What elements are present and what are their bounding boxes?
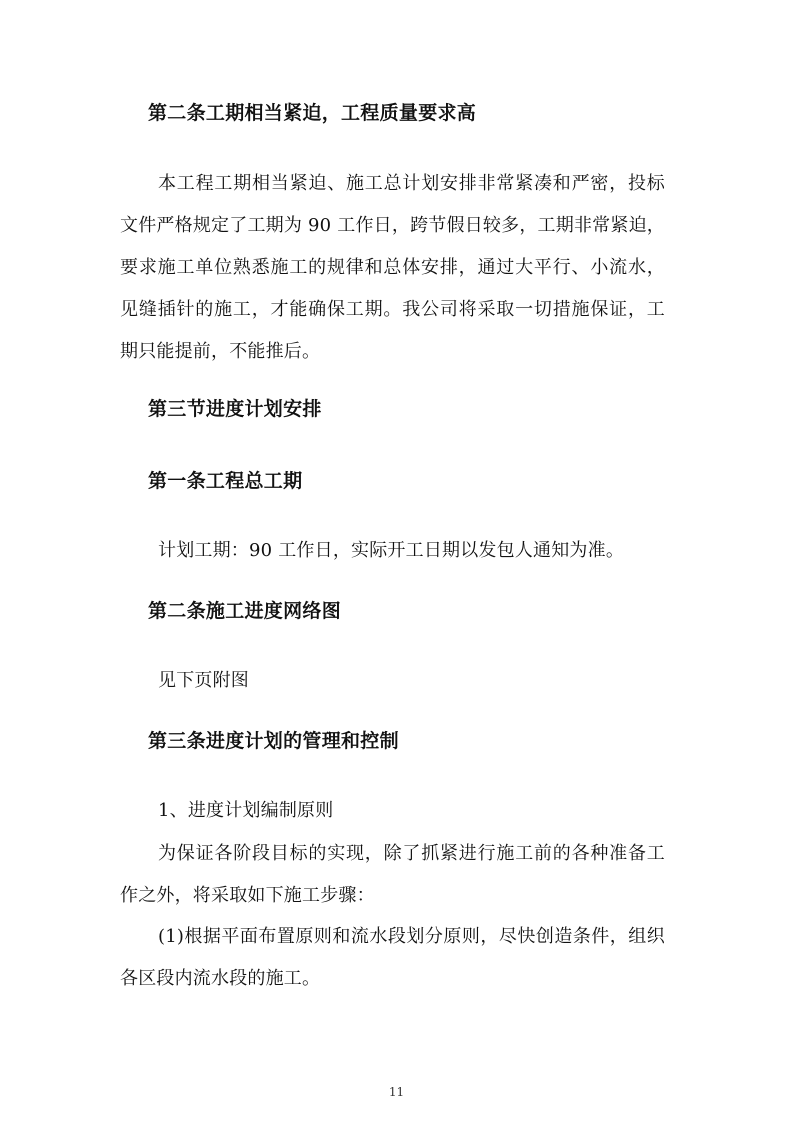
section-heading-schedule-plan: 第三节进度计划安排 — [148, 398, 322, 420]
principle-line: 1、进度计划编制原则 — [158, 800, 334, 821]
paragraph-preparation: 为保证各阶段目标的实现，除了抓紧进行施工前的各种准备工作之外，将采取如下施工步骤： — [120, 843, 665, 906]
section-heading-progress-control: 第三条进度计划的管理和控制 — [148, 730, 399, 752]
paragraph-schedule-urgency: 本工程工期相当紧迫、施工总计划安排非常紧凑和严密，投标文件严格规定了工期为 90 工作日，跨节假日较多，工期非常紧迫，要求施工单位熟悉施工的规律和总体安排，通过大平行、小流水，见缝插针的施工，才能确保工期。我公司将采取一切措施保证，工期只能提前，不能推后。 — [120, 173, 665, 362]
section-heading-total-duration: 第一条工程总工期 — [148, 470, 303, 492]
paragraph-step-1: (1)根据平面布置原则和流水段划分原则，尽快创造条件，组织各区段内流水段的施工。 — [120, 926, 665, 989]
section-heading-schedule-urgency: 第二条工期相当紧迫，工程质量要求高 — [148, 102, 477, 124]
page-number: 11 — [388, 1085, 405, 1099]
section-heading-network-diagram: 第二条施工进度网络图 — [148, 600, 342, 622]
schedule-duration-line: 计划工期：90 工作日，实际开工日期以发包人通知为准。 — [158, 540, 625, 561]
see-attachment-line: 见下页附图 — [158, 670, 249, 691]
